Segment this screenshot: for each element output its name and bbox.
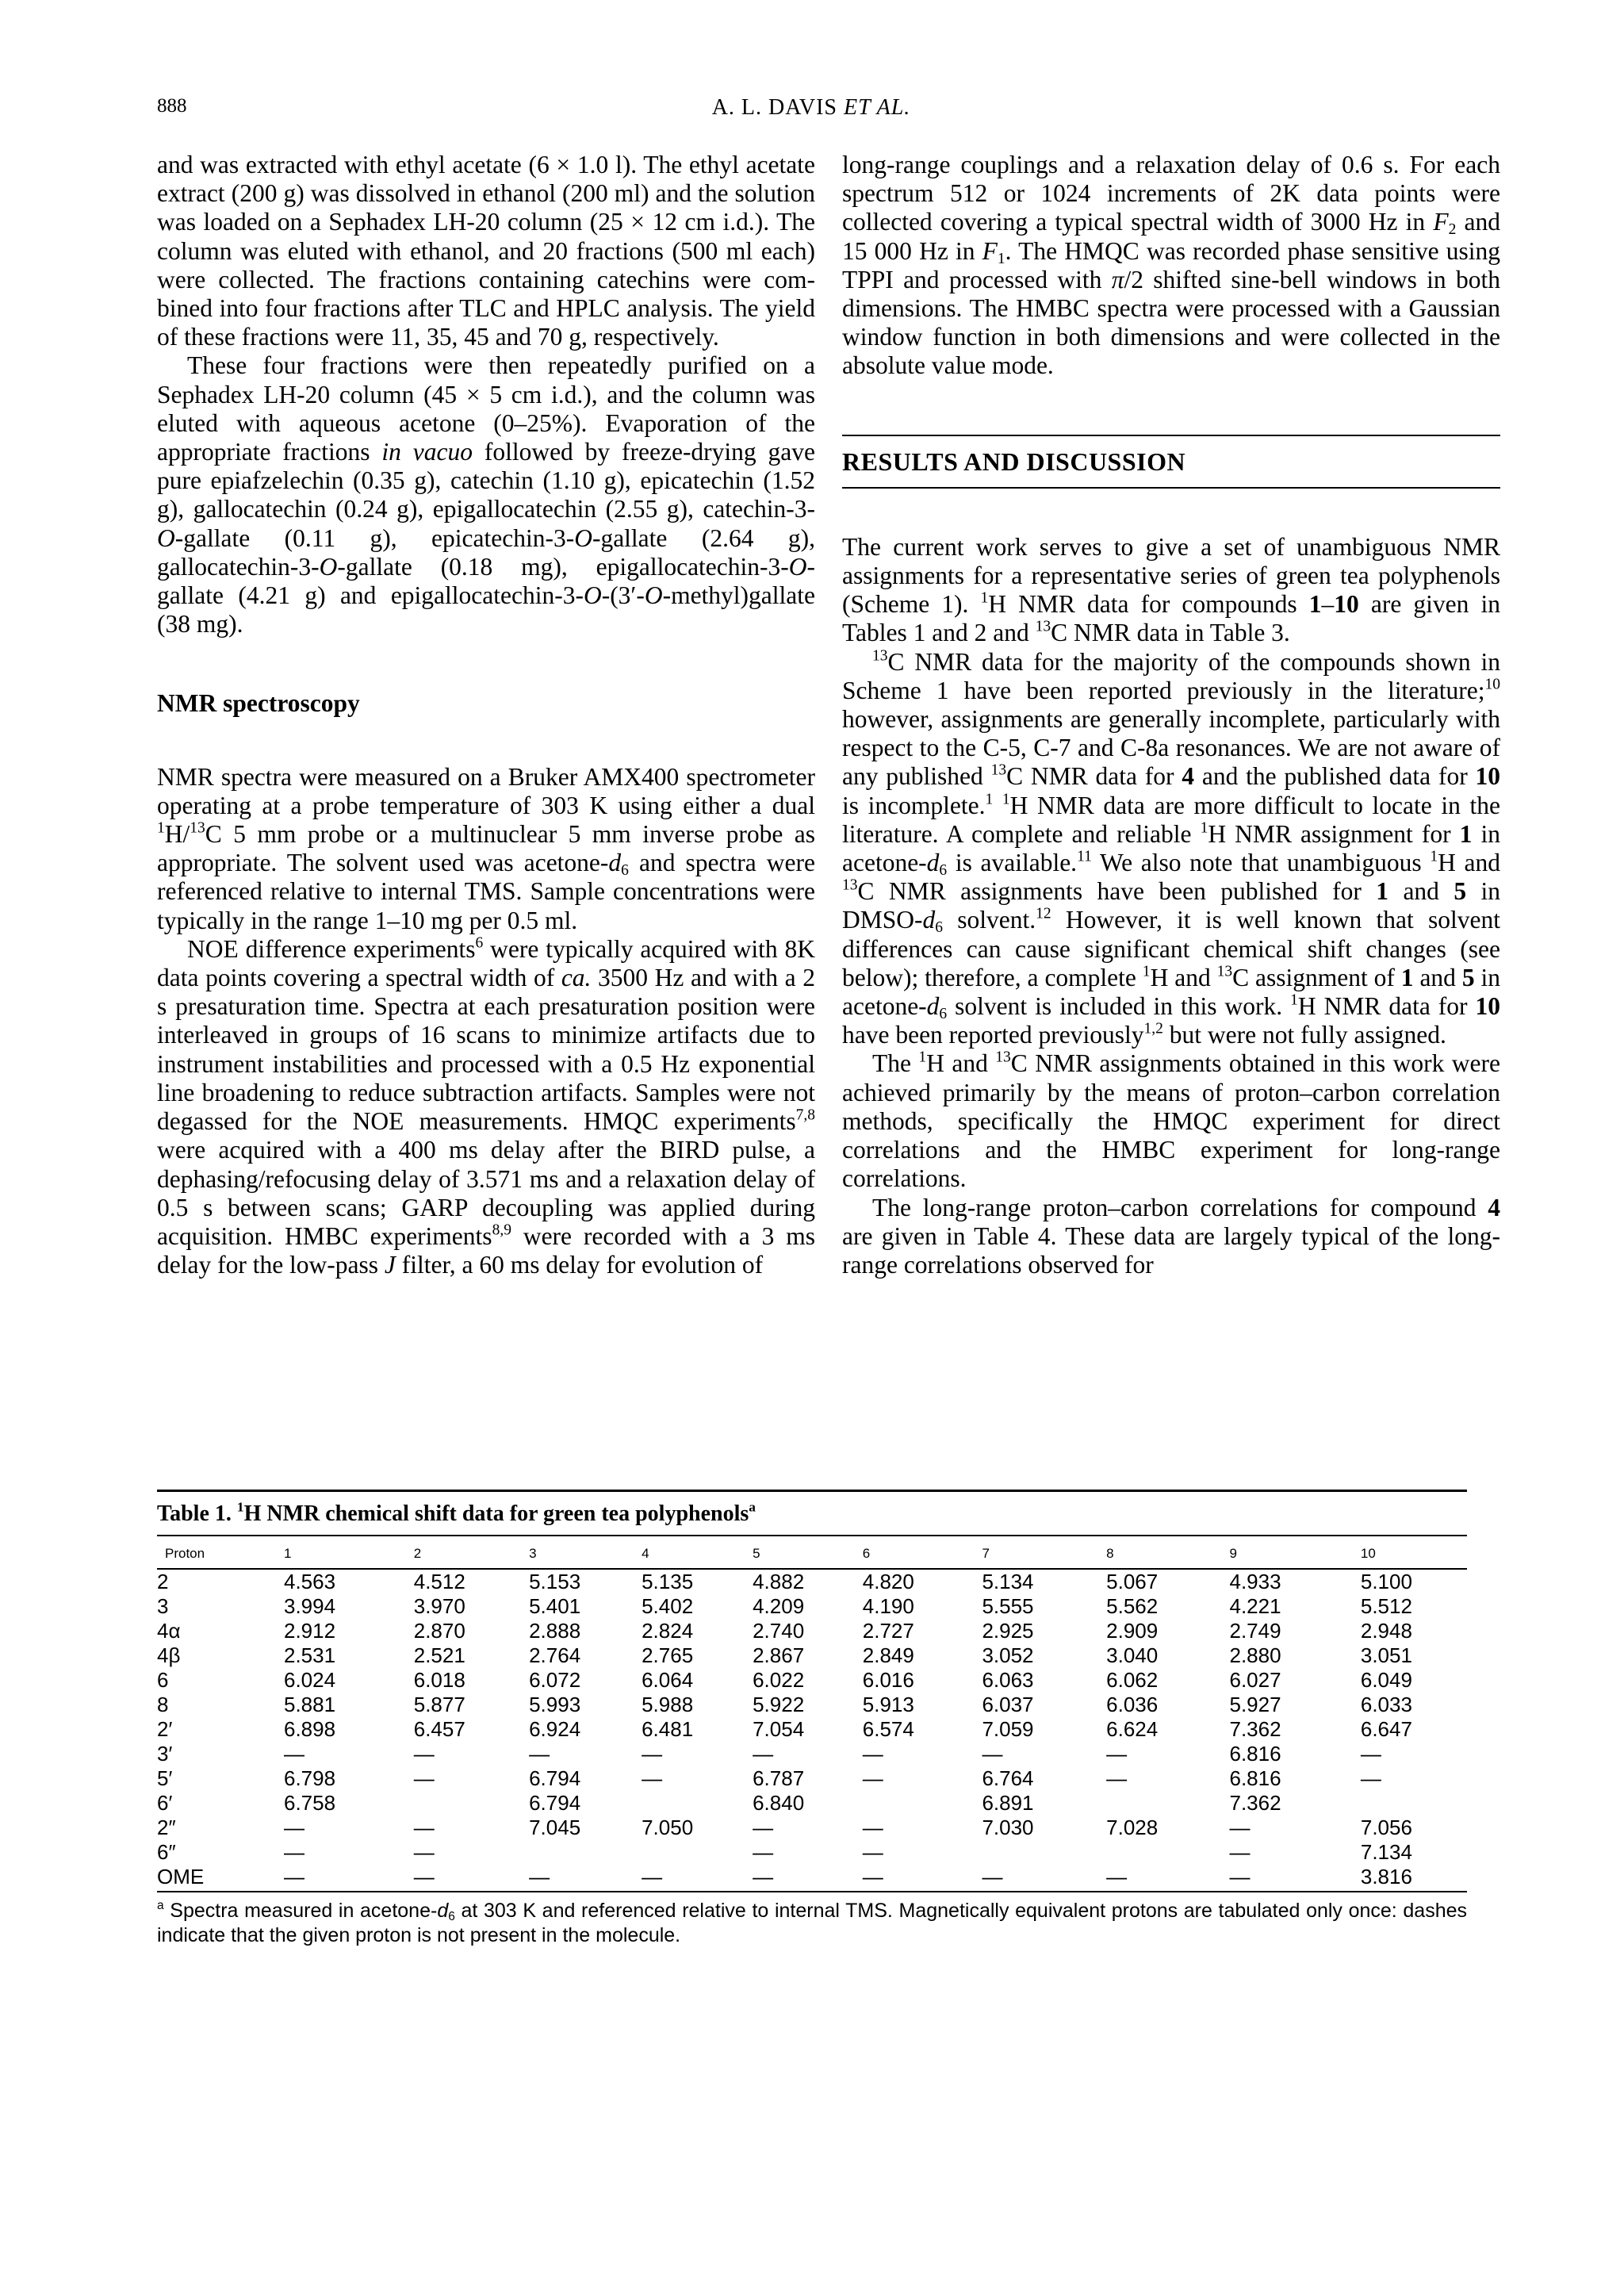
shift-cell: 7.362 xyxy=(1229,1791,1281,1815)
shift-cell: 2.765 xyxy=(642,1643,694,1667)
shift-cell: 5.067 xyxy=(1106,1570,1159,1593)
shift-cell: 5.993 xyxy=(529,1693,581,1716)
table-footnote: $^a$ Spectra measured in acetone-$d_6$ at 303 K and referenced relative to internal TMS. Magnetically equivalent protons are tabulated only once: dashes indicate that the given proton is not present in the molecule. xyxy=(157,1898,1468,1946)
shift-cell: 6.758 xyxy=(284,1791,336,1815)
shift-cell: — xyxy=(862,1742,883,1766)
paragraph-nmr-instrument: NMR spectra were measured on a Bruker AMX400 spectrometer operating at a probe temperature of 303 K using either a dual $^1$H/$^{13}$C 5 mm probe or a multinuclear 5 mm inverse probe as appropriate. The solvent used was acetone-$d_6$ and spectra were referenced relative to internal TMS. Sample concentrations were typically in the range 1–10 mg per 0.5 ml. xyxy=(157,762,815,934)
shift-cell: 5.134 xyxy=(982,1570,1034,1593)
shift-cell: 6.018 xyxy=(413,1668,465,1692)
shift-cell: 6.816 xyxy=(1229,1742,1281,1766)
shift-cell: — xyxy=(1106,1742,1128,1766)
table-header-row xyxy=(157,1536,1467,1569)
shift-cell: 5.927 xyxy=(1229,1693,1281,1716)
column-header-compound-7: 7 xyxy=(958,1536,1084,1569)
shift-cell xyxy=(1331,1791,1467,1816)
paragraph-literature: $^{13}$C NMR data for the majority of the compounds shown in Scheme 1 have been reported previously in the literature;$^{10}$ however, assignments are generally incomplete, particularly with respect to the C-5, C-7 and C-8a resonances. We are not aware of any published $^{13}$C NMR data for 4 and the published data for 10 is incomplete.$^1$ $^1$H NMR data are more difficult to locate in the literature. A complete and reliable $^1$H NMR assignment for 1 in acetone-$d_6$ is available.$^{11}$ We also note that unambiguous $^1$H and $^{13}$C NMR assignments have been published for 1 and 5 in DMSO-$d_6$ solvent.$^{12}$ However, it is well known that solvent differences can cause significant chemical shift changes (see below); therefore, a complete $^1$H and $^{13}$C assignment of 1 and 5 in acetone-$d_6$ solvent is included in this work. $^1$H NMR data for 10 have been reported previously$^{1,2}$ but were not fully assigned. xyxy=(842,646,1500,1049)
shift-cell: 6.481 xyxy=(642,1717,694,1741)
shift-cell: — xyxy=(284,1816,304,1839)
shift-cell: — xyxy=(529,1742,550,1766)
column-header-compound-4: 4 xyxy=(626,1536,738,1569)
shift-cell: 7.054 xyxy=(753,1717,805,1741)
shift-cell: 2.824 xyxy=(642,1619,694,1643)
shift-cell: 6.794 xyxy=(529,1791,581,1815)
running-title: A. L. DAVIS ET AL. xyxy=(711,95,911,120)
shift-cell: 6.037 xyxy=(982,1693,1034,1716)
shift-cell: — xyxy=(1360,1742,1381,1766)
proton-label: 2 xyxy=(157,1570,169,1593)
shift-cell: 3.816 xyxy=(1331,1865,1467,1892)
shift-cell: 6.457 xyxy=(413,1717,465,1741)
shift-cell: 2.849 xyxy=(862,1643,914,1667)
shift-cell: 6.764 xyxy=(982,1766,1034,1790)
shift-cell: 6.016 xyxy=(862,1668,914,1692)
shift-cell: 6.024 xyxy=(284,1668,336,1692)
proton-label: 4β xyxy=(157,1643,181,1667)
table-row xyxy=(157,1865,1467,1892)
shift-cell: 6.647 xyxy=(1360,1717,1412,1741)
shift-cell: 5.100 xyxy=(1360,1570,1412,1593)
column-header-proton: Proton xyxy=(157,1536,248,1569)
shift-cell: 2.727 xyxy=(862,1619,914,1643)
shift-cell xyxy=(394,1791,513,1816)
shift-cell: 7.134 xyxy=(1360,1840,1412,1864)
section-heading-nmr: NMR spectroscopy xyxy=(157,689,360,718)
shift-cell: — xyxy=(413,1816,435,1839)
shift-cell: 5.562 xyxy=(1106,1594,1159,1618)
shift-cell: — xyxy=(753,1742,774,1766)
shift-cell: 6.062 xyxy=(1106,1668,1159,1692)
shift-cell xyxy=(958,1840,1084,1865)
shift-cell: 4.209 xyxy=(753,1594,805,1618)
table-body xyxy=(157,1569,1467,1892)
shift-cell: 6.794 xyxy=(529,1766,581,1790)
shift-cell: 2.740 xyxy=(753,1619,805,1643)
shift-cell: — xyxy=(284,1742,304,1766)
shift-cell: 6.891 xyxy=(982,1791,1034,1815)
shift-cell xyxy=(1084,1791,1207,1816)
shift-cell: 3.970 xyxy=(413,1594,465,1618)
shift-cell: 5.555 xyxy=(982,1594,1034,1618)
shift-cell: 7.362 xyxy=(1229,1717,1281,1741)
shift-cell: 4.221 xyxy=(1229,1594,1281,1618)
column-header-compound-3: 3 xyxy=(513,1536,626,1569)
shift-cell xyxy=(513,1840,626,1865)
shift-cell: — xyxy=(413,1766,435,1790)
shift-cell: — xyxy=(513,1865,626,1892)
shift-cell: 2.880 xyxy=(1229,1643,1281,1667)
column-header-compound-8: 8 xyxy=(1084,1536,1207,1569)
shift-cell: 2.521 xyxy=(413,1643,465,1667)
shift-cell: 5.881 xyxy=(284,1693,336,1716)
shift-cell: — xyxy=(738,1865,848,1892)
proton-label: 6 xyxy=(157,1668,169,1692)
shift-cell: 4.882 xyxy=(753,1570,805,1593)
paragraph-long-range: The long-range proton–carbon correlations for compound 4 are given in Table 4. These data are largely typical of the long-range correlations observed for xyxy=(842,1193,1500,1279)
shift-cell: 7.056 xyxy=(1360,1816,1412,1839)
shift-cell: 6.574 xyxy=(862,1717,914,1741)
paragraph-results-intro: The current work serves to give a set of unambiguous NMR assignments for a representative series of green tea polyphenols (Scheme 1). $^1$H NMR data for compounds 1–10 are given in Tables 1 and 2 and $^{13}$C NMR data in Table 3. xyxy=(842,532,1501,647)
shift-cell: 7.050 xyxy=(642,1816,694,1839)
paragraph-purification: These four fractions were then repeatedly purified on a Sephadex LH-20 column (45 × 5 cm i.d.), and the column was eluted with aqueous acetone (0–25%). Evaporation of the appropriate fractions in vacuo followed by freeze-drying gave pure epiafzelechin (0.35 g), catechin (1.10 g), epicatechin (1.52 g), gallocatechin (0.24 g), epigallocatechin (2.55 g), catechin-3-O-gallate (0.11 g), epicatechin-3-O-gallate (2.64 g), gallocatechin-3-O-gallate (0.18 mg), epigallocatechin-3-O-gallate (4.21 g) and epigallocatechin-3-O-(3′-O-methyl)gallate (38 mg). xyxy=(157,351,816,638)
shift-cell: 2.912 xyxy=(284,1619,336,1643)
shift-cell: 6.033 xyxy=(1360,1693,1412,1716)
page-number: 888 xyxy=(157,95,187,117)
shift-cell: — xyxy=(248,1865,394,1892)
shift-cell: 3.040 xyxy=(1106,1643,1159,1667)
shift-cell: 2.764 xyxy=(529,1643,581,1667)
shift-cell: 6.036 xyxy=(1106,1693,1159,1716)
shift-cell: 7.059 xyxy=(982,1717,1034,1741)
shift-cell: — xyxy=(413,1840,435,1864)
paragraph-extraction: and was extracted with ethyl acetate (6 × 1.0 l). The ethyl acetate extract (200 g) was dissolved in ethanol (200 ml) and the solution was loaded on a Sephadex LH-20 column (25 × 12 cm i.d.). The column was eluted with ethanol, and 20 fractions (500 ml each) were collected. The fractions containing catechins were combined into four fractions after TLC and HPLC analysis. The yield of these fractions were 11, 35, 45 and 70 g, respectively. xyxy=(157,151,815,351)
paragraph-assignment-methods: The $^1$H and $^{13}$C NMR assignments obtained in this work were achieved primarily by the means of proton–carbon correlation methods, specifically the HMQC experiment for direct correlations and the HMBC experiment for long-range correlations. xyxy=(842,1049,1500,1193)
shift-cell: 5.402 xyxy=(642,1594,694,1618)
left-column xyxy=(157,151,815,1451)
table-row xyxy=(157,1619,1467,1643)
table-row xyxy=(157,1643,1467,1668)
running-header xyxy=(157,95,1465,127)
shift-cell: — xyxy=(1208,1865,1331,1892)
table-row xyxy=(157,1569,1467,1594)
shift-cell: 4.563 xyxy=(284,1570,336,1593)
table-1 xyxy=(157,1535,1467,1892)
shift-cell: — xyxy=(862,1816,883,1839)
shift-cell: — xyxy=(1106,1766,1128,1790)
column-header-compound-1: 1 xyxy=(248,1536,394,1569)
shift-cell: 2.909 xyxy=(1106,1619,1159,1643)
table-row xyxy=(157,1791,1467,1816)
shift-cell: 7.028 xyxy=(1106,1816,1159,1839)
shift-cell: 6.787 xyxy=(753,1766,805,1790)
shift-cell: — xyxy=(626,1865,738,1892)
column-header-compound-9: 9 xyxy=(1208,1536,1331,1569)
column-header-compound-2: 2 xyxy=(394,1536,513,1569)
proton-label: 6″ xyxy=(157,1840,176,1864)
shift-cell: — xyxy=(394,1865,513,1892)
table-row xyxy=(157,1840,1467,1865)
shift-cell: 6.022 xyxy=(753,1668,805,1692)
table-row xyxy=(157,1693,1467,1717)
shift-cell: 5.401 xyxy=(529,1594,581,1618)
shift-cell: 2.867 xyxy=(753,1643,805,1667)
shift-cell: — xyxy=(753,1840,774,1864)
shift-cell: — xyxy=(1084,1865,1207,1892)
shift-cell: 6.063 xyxy=(982,1668,1034,1692)
shift-cell: 2.888 xyxy=(529,1619,581,1643)
shift-cell xyxy=(626,1840,738,1865)
shift-cell: — xyxy=(862,1766,883,1790)
shift-cell: 4.512 xyxy=(413,1570,465,1593)
table-row xyxy=(157,1594,1467,1619)
shift-cell: — xyxy=(862,1840,883,1864)
shift-cell: 5.913 xyxy=(862,1693,914,1716)
shift-cell: — xyxy=(284,1840,304,1864)
shift-cell: 6.798 xyxy=(284,1766,336,1790)
table-row xyxy=(157,1766,1467,1791)
right-column xyxy=(842,151,1500,1451)
shift-cell: — xyxy=(753,1816,774,1839)
shift-cell: 3.052 xyxy=(982,1643,1034,1667)
section-heading-results: RESULTS AND DISCUSSION xyxy=(842,435,1500,489)
shift-cell: 2.870 xyxy=(413,1619,465,1643)
column-header-compound-10: 10 xyxy=(1331,1536,1467,1569)
shift-cell: 6.898 xyxy=(284,1717,336,1741)
shift-cell: 5.153 xyxy=(529,1570,581,1593)
shift-cell: 3.051 xyxy=(1360,1643,1412,1667)
shift-cell: 2.925 xyxy=(982,1619,1034,1643)
shift-cell: 5.988 xyxy=(642,1693,694,1716)
shift-cell: 4.933 xyxy=(1229,1570,1281,1593)
shift-cell: — xyxy=(1229,1840,1251,1864)
paragraph-noe-experiments: NOE difference experiments$^6$ were typically acquired with 8K data points covering a spectral width of ca. 3500 Hz and with a 2 s presaturation time. Spectra at each presaturation position were interleaved in groups of 16 scans to minimize artifacts due to instrument instabilities and processed with a 0.5 Hz exponential line broadening to reduce subtraction artifacts. Samples were not degassed for the NOE measurements. HMQC experiments$^{7,8}$ were acquired with a 400 ms delay after the BIRD pulse, a dephasing/refocusing delay of 3.571 ms and a relaxation delay of 0.5 s between scans; GARP decoupling was applied during acquisition. HMBC experiments$^{8,9}$ were recorded with a 3 ms delay for the low-pass J filter, a 60 ms delay for evolution of xyxy=(157,934,816,1279)
shift-cell: 6.072 xyxy=(529,1668,581,1692)
shift-cell: — xyxy=(1360,1766,1381,1790)
shift-cell: 7.030 xyxy=(982,1816,1034,1839)
proton-label: 3′ xyxy=(157,1742,173,1766)
shift-cell: 6.027 xyxy=(1229,1668,1281,1692)
shift-cell: — xyxy=(413,1742,435,1766)
proton-label: 8 xyxy=(157,1693,169,1716)
table-row xyxy=(157,1816,1467,1840)
shift-cell: 5.135 xyxy=(642,1570,694,1593)
shift-cell: 6.064 xyxy=(642,1668,694,1692)
proton-label: 5′ xyxy=(157,1766,173,1790)
shift-cell: 2.531 xyxy=(284,1643,336,1667)
shift-cell: 6.924 xyxy=(529,1717,581,1741)
table-1-block xyxy=(157,1490,1467,1948)
shift-cell: — xyxy=(958,1865,1084,1892)
table-row xyxy=(157,1668,1467,1693)
shift-cell xyxy=(1084,1840,1207,1865)
shift-cell: — xyxy=(642,1766,663,1790)
shift-cell: 6.840 xyxy=(753,1791,805,1815)
table-row xyxy=(157,1717,1467,1742)
proton-label: 3 xyxy=(157,1594,169,1618)
shift-cell: 5.922 xyxy=(753,1693,805,1716)
column-header-compound-5: 5 xyxy=(738,1536,848,1569)
proton-label: 2″ xyxy=(157,1816,176,1839)
shift-cell: — xyxy=(642,1742,663,1766)
shift-cell: 5.512 xyxy=(1360,1594,1412,1618)
shift-cell: 2.749 xyxy=(1229,1619,1281,1643)
shift-cell: 4.190 xyxy=(862,1594,914,1618)
shift-cell: — xyxy=(1229,1816,1251,1839)
shift-cell: 2.948 xyxy=(1360,1619,1412,1643)
proton-label: 4α xyxy=(157,1619,181,1643)
proton-label: OME xyxy=(157,1865,248,1892)
table-row xyxy=(157,1742,1467,1766)
shift-cell xyxy=(626,1791,738,1816)
table-caption: Table 1. $^1$H NMR chemical shift data for green tea polyphenols$^a$ xyxy=(157,1490,1467,1535)
shift-cell: — xyxy=(982,1742,1003,1766)
shift-cell: — xyxy=(848,1865,959,1892)
shift-cell: 6.816 xyxy=(1229,1766,1281,1790)
proton-label: 2′ xyxy=(157,1717,173,1741)
column-header-compound-6: 6 xyxy=(848,1536,959,1569)
shift-cell: 3.994 xyxy=(284,1594,336,1618)
shift-cell: 7.045 xyxy=(529,1816,581,1839)
shift-cell xyxy=(848,1791,959,1816)
proton-label: 6′ xyxy=(157,1791,173,1815)
shift-cell: 5.877 xyxy=(413,1693,465,1716)
shift-cell: 6.049 xyxy=(1360,1668,1412,1692)
shift-cell: 4.820 xyxy=(862,1570,914,1593)
paragraph-hmbc-settings: long-range couplings and a relaxation delay of 0.6 s. For each spectrum 512 or 1024 increments of 2K data points were collected covering a typical spectral width of 3000 Hz in $F_2$ and 15 000 Hz in $F_1$. The HMQC was recorded phase sensitive using TPPI and processed with π/2 shifted sine-bell windows in both dimensions. The HMBC spectra were processed with a Gaussian window function in both dimensions and were collected in the absolute value mode. xyxy=(842,151,1501,380)
shift-cell: 6.624 xyxy=(1106,1717,1159,1741)
